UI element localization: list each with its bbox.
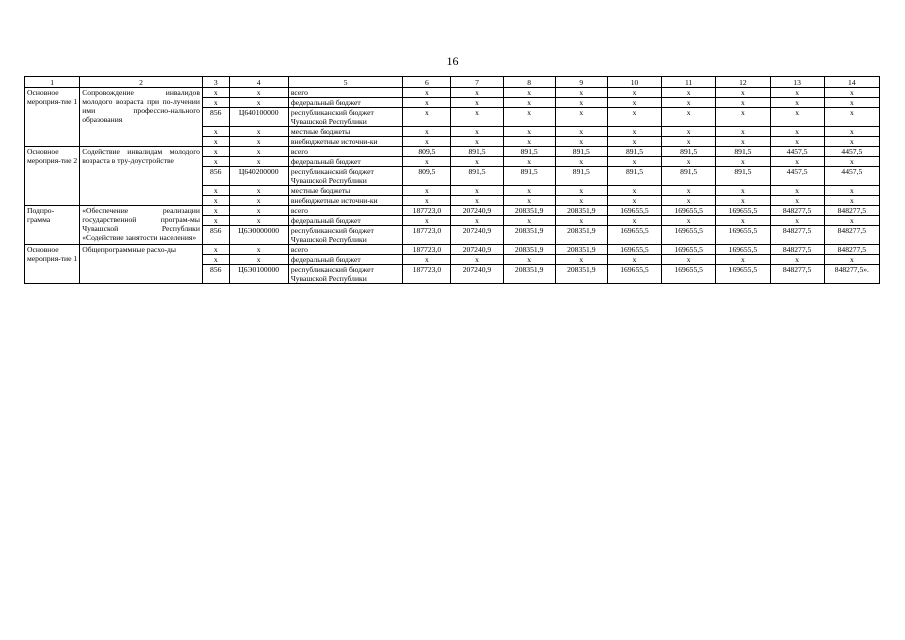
amount-cell: x xyxy=(716,88,770,98)
funding-source-cell: всего xyxy=(288,245,403,255)
measure-description-cell: Сопровождение инвалидов молодого возраста при по-лучении ими профессио-нального образования xyxy=(80,88,203,147)
amount-cell: x xyxy=(403,255,451,265)
amount-cell: x xyxy=(770,186,824,196)
column-number: 12 xyxy=(716,77,770,88)
amount-cell: x xyxy=(607,137,661,147)
amount-cell: x xyxy=(451,186,503,196)
amount-cell: x xyxy=(503,88,555,98)
amount-cell: x xyxy=(403,88,451,98)
funding-source-cell: местные бюджеты xyxy=(288,127,403,137)
amount-cell: 207240,9 xyxy=(451,226,503,245)
amount-cell: 848277,5». xyxy=(824,265,879,284)
column-number: 9 xyxy=(555,77,607,88)
amount-cell: 891,5 xyxy=(451,167,503,186)
amount-cell: 169655,5 xyxy=(716,206,770,216)
amount-cell: x xyxy=(824,127,879,137)
amount-cell: x xyxy=(451,137,503,147)
amount-cell: 891,5 xyxy=(716,167,770,186)
funding-source-cell: внебюджетные источни-ки xyxy=(288,137,403,147)
budget-classification-cell: x xyxy=(229,196,288,206)
amount-cell: 4457,5 xyxy=(824,167,879,186)
amount-cell: 187723,0 xyxy=(403,206,451,216)
column-number-row xyxy=(25,77,880,88)
column-number: 5 xyxy=(288,77,403,88)
amount-cell: x xyxy=(770,255,824,265)
amount-cell: x xyxy=(503,196,555,206)
funding-source-cell: федеральный бюджет xyxy=(288,157,403,167)
amount-cell: x xyxy=(607,216,661,226)
amount-cell: 891,5 xyxy=(716,147,770,157)
amount-cell: x xyxy=(824,255,879,265)
amount-cell: 848277,5 xyxy=(770,245,824,255)
budget-classification-cell: x xyxy=(229,147,288,157)
amount-cell: x xyxy=(662,137,716,147)
column-number: 7 xyxy=(451,77,503,88)
amount-cell: x xyxy=(503,98,555,108)
amount-cell: x xyxy=(824,88,879,98)
column-number: 13 xyxy=(770,77,824,88)
measure-description-cell: Содействие инвалидам молодого возраста в тру-доустройстве xyxy=(80,147,203,206)
amount-cell: x xyxy=(662,127,716,137)
amount-cell: 891,5 xyxy=(662,167,716,186)
amount-cell: x xyxy=(716,255,770,265)
amount-cell: x xyxy=(770,108,824,127)
amount-cell: x xyxy=(607,127,661,137)
amount-cell: x xyxy=(662,157,716,167)
amount-cell: x xyxy=(607,255,661,265)
amount-cell: x xyxy=(716,186,770,196)
budget-classification-cell: x xyxy=(229,245,288,255)
page-number: 16 xyxy=(446,54,459,68)
responsible-code-cell: x xyxy=(202,245,229,255)
amount-cell: 848277,5 xyxy=(824,206,879,216)
budget-classification-cell: x xyxy=(229,157,288,167)
amount-cell: 208351,9 xyxy=(503,245,555,255)
responsible-code-cell: x xyxy=(202,137,229,147)
amount-cell: x xyxy=(770,127,824,137)
amount-cell: x xyxy=(824,216,879,226)
column-number: 14 xyxy=(824,77,879,88)
amount-cell: 207240,9 xyxy=(451,265,503,284)
amount-cell: 208351,9 xyxy=(503,206,555,216)
funding-source-cell: всего xyxy=(288,88,403,98)
amount-cell: x xyxy=(716,196,770,206)
amount-cell: x xyxy=(662,216,716,226)
amount-cell: x xyxy=(662,255,716,265)
budget-classification-cell: Ц640200000 xyxy=(229,167,288,186)
column-number: 2 xyxy=(80,77,203,88)
funding-source-cell: республиканский бюджет Чувашской Республики xyxy=(288,167,403,186)
measure-name-cell: Основное мероприя-тие 2 xyxy=(25,147,80,206)
amount-cell: 208351,9 xyxy=(503,265,555,284)
budget-classification-cell: x xyxy=(229,216,288,226)
amount-cell: 891,5 xyxy=(503,167,555,186)
column-number: 6 xyxy=(403,77,451,88)
amount-cell: 207240,9 xyxy=(451,206,503,216)
table-row xyxy=(25,245,880,255)
amount-cell: x xyxy=(503,216,555,226)
budget-classification-cell: x xyxy=(229,88,288,98)
responsible-code-cell: x xyxy=(202,186,229,196)
measure-description-cell: «Обеспечение реализации государственной програм-мы Чувашской Республики «Содействие занятости населения» xyxy=(80,206,203,245)
amount-cell: 848277,5 xyxy=(770,226,824,245)
amount-cell: 169655,5 xyxy=(662,245,716,255)
amount-cell: x xyxy=(451,98,503,108)
measure-name-cell: Основное мероприя-тие 1 xyxy=(25,88,80,147)
responsible-code-cell: x xyxy=(202,127,229,137)
amount-cell: x xyxy=(824,157,879,167)
funding-source-cell: республиканский бюджет Чувашской Республики xyxy=(288,108,403,127)
column-number: 3 xyxy=(202,77,229,88)
amount-cell: x xyxy=(662,196,716,206)
measure-description-cell: Общепрограммные расхо-ды xyxy=(80,245,203,284)
budget-classification-cell: Ц6Э0100000 xyxy=(229,265,288,284)
responsible-code-cell: 856 xyxy=(202,226,229,245)
responsible-code-cell: x xyxy=(202,216,229,226)
amount-cell: 169655,5 xyxy=(716,265,770,284)
amount-cell: x xyxy=(824,98,879,108)
amount-cell: 891,5 xyxy=(555,147,607,157)
table-row xyxy=(25,88,880,98)
amount-cell: x xyxy=(403,98,451,108)
budget-classification-cell: x xyxy=(229,137,288,147)
amount-cell: x xyxy=(503,108,555,127)
amount-cell: 848277,5 xyxy=(824,245,879,255)
measure-name-cell: Подпро-грамма xyxy=(25,206,80,245)
amount-cell: x xyxy=(555,216,607,226)
amount-cell: x xyxy=(403,216,451,226)
amount-cell: 891,5 xyxy=(607,167,661,186)
amount-cell: 208351,9 xyxy=(555,206,607,216)
amount-cell: 809,5 xyxy=(403,147,451,157)
amount-cell: x xyxy=(503,255,555,265)
amount-cell: x xyxy=(451,216,503,226)
responsible-code-cell: x xyxy=(202,255,229,265)
amount-cell: 848277,5 xyxy=(824,226,879,245)
budget-classification-cell: x xyxy=(229,255,288,265)
amount-cell: x xyxy=(716,216,770,226)
amount-cell: x xyxy=(824,196,879,206)
amount-cell: x xyxy=(451,88,503,98)
amount-cell: x xyxy=(716,137,770,147)
amount-cell: 169655,5 xyxy=(662,226,716,245)
amount-cell: x xyxy=(824,186,879,196)
amount-cell: x xyxy=(403,157,451,167)
amount-cell: x xyxy=(555,255,607,265)
amount-cell: 891,5 xyxy=(662,147,716,157)
responsible-code-cell: x xyxy=(202,206,229,216)
table-row xyxy=(25,147,880,157)
amount-cell: 187723,0 xyxy=(403,226,451,245)
amount-cell: 169655,5 xyxy=(607,265,661,284)
funding-source-cell: федеральный бюджет xyxy=(288,98,403,108)
amount-cell: x xyxy=(555,108,607,127)
responsible-code-cell: 856 xyxy=(202,265,229,284)
amount-cell: x xyxy=(607,157,661,167)
budget-classification-cell: x xyxy=(229,186,288,196)
amount-cell: 4457,5 xyxy=(770,167,824,186)
amount-cell: 891,5 xyxy=(555,167,607,186)
responsible-code-cell: x xyxy=(202,98,229,108)
amount-cell: 169655,5 xyxy=(607,245,661,255)
amount-cell: x xyxy=(770,196,824,206)
amount-cell: x xyxy=(770,157,824,167)
responsible-code-cell: x xyxy=(202,196,229,206)
amount-cell: x xyxy=(716,157,770,167)
amount-cell: x xyxy=(824,108,879,127)
amount-cell: x xyxy=(607,88,661,98)
amount-cell: x xyxy=(662,98,716,108)
amount-cell: x xyxy=(607,98,661,108)
responsible-code-cell: 856 xyxy=(202,108,229,127)
amount-cell: x xyxy=(662,186,716,196)
budget-classification-cell: x xyxy=(229,206,288,216)
funding-source-cell: внебюджетные источни-ки xyxy=(288,196,403,206)
amount-cell: x xyxy=(716,127,770,137)
amount-cell: x xyxy=(716,108,770,127)
amount-cell: x xyxy=(555,127,607,137)
budget-classification-cell: Ц640100000 xyxy=(229,108,288,127)
amount-cell: x xyxy=(770,88,824,98)
amount-cell: x xyxy=(716,98,770,108)
amount-cell: 169655,5 xyxy=(662,265,716,284)
amount-cell: 891,5 xyxy=(607,147,661,157)
amount-cell: x xyxy=(607,196,661,206)
amount-cell: x xyxy=(555,196,607,206)
amount-cell: 169655,5 xyxy=(662,206,716,216)
amount-cell: x xyxy=(607,186,661,196)
amount-cell: 169655,5 xyxy=(716,226,770,245)
amount-cell: 169655,5 xyxy=(716,245,770,255)
responsible-code-cell: 856 xyxy=(202,167,229,186)
funding-source-cell: республиканский бюджет Чувашской Республики xyxy=(288,265,403,284)
amount-cell: 169655,5 xyxy=(607,226,661,245)
amount-cell: 891,5 xyxy=(451,147,503,157)
column-number: 11 xyxy=(662,77,716,88)
measure-name-cell: Основное мероприя-тие 1 xyxy=(25,245,80,284)
responsible-code-cell: x xyxy=(202,88,229,98)
amount-cell: x xyxy=(770,216,824,226)
column-number: 10 xyxy=(607,77,661,88)
amount-cell: 848277,5 xyxy=(770,265,824,284)
table-row xyxy=(25,206,880,216)
amount-cell: x xyxy=(503,127,555,137)
amount-cell: 187723,0 xyxy=(403,265,451,284)
funding-source-cell: федеральный бюджет xyxy=(288,255,403,265)
funding-source-cell: местные бюджеты xyxy=(288,186,403,196)
amount-cell: x xyxy=(555,186,607,196)
budget-classification-cell: Ц6Э0000000 xyxy=(229,226,288,245)
column-number: 8 xyxy=(503,77,555,88)
amount-cell: x xyxy=(403,137,451,147)
amount-cell: 187723,0 xyxy=(403,245,451,255)
amount-cell: 848277,5 xyxy=(770,206,824,216)
amount-cell: 169655,5 xyxy=(607,206,661,216)
funding-source-cell: федеральный бюджет xyxy=(288,216,403,226)
amount-cell: x xyxy=(403,196,451,206)
amount-cell: x xyxy=(662,88,716,98)
amount-cell: 207240,9 xyxy=(451,245,503,255)
amount-cell: x xyxy=(555,88,607,98)
budget-table xyxy=(24,76,880,284)
amount-cell: x xyxy=(770,98,824,108)
amount-cell: x xyxy=(555,98,607,108)
budget-classification-cell: x xyxy=(229,127,288,137)
amount-cell: x xyxy=(503,137,555,147)
amount-cell: 208351,9 xyxy=(555,226,607,245)
amount-cell: x xyxy=(555,157,607,167)
amount-cell: 809,5 xyxy=(403,167,451,186)
amount-cell: x xyxy=(824,137,879,147)
amount-cell: x xyxy=(451,127,503,137)
amount-cell: x xyxy=(403,108,451,127)
amount-cell: x xyxy=(503,157,555,167)
funding-source-cell: всего xyxy=(288,147,403,157)
funding-source-cell: республиканский бюджет Чувашской Республики xyxy=(288,226,403,245)
column-number: 1 xyxy=(25,77,80,88)
amount-cell: 4457,5 xyxy=(824,147,879,157)
amount-cell: x xyxy=(451,108,503,127)
responsible-code-cell: x xyxy=(202,147,229,157)
amount-cell: x xyxy=(403,127,451,137)
amount-cell: x xyxy=(555,137,607,147)
column-number: 4 xyxy=(229,77,288,88)
amount-cell: x xyxy=(607,108,661,127)
amount-cell: x xyxy=(451,157,503,167)
amount-cell: 891,5 xyxy=(503,147,555,157)
amount-cell: x xyxy=(662,108,716,127)
budget-classification-cell: x xyxy=(229,98,288,108)
amount-cell: 208351,9 xyxy=(555,265,607,284)
amount-cell: x xyxy=(770,137,824,147)
funding-source-cell: всего xyxy=(288,206,403,216)
amount-cell: x xyxy=(403,186,451,196)
amount-cell: x xyxy=(451,255,503,265)
amount-cell: 208351,9 xyxy=(503,226,555,245)
amount-cell: x xyxy=(451,196,503,206)
amount-cell: 4457,5 xyxy=(770,147,824,157)
responsible-code-cell: x xyxy=(202,157,229,167)
amount-cell: 208351,9 xyxy=(555,245,607,255)
amount-cell: x xyxy=(503,186,555,196)
